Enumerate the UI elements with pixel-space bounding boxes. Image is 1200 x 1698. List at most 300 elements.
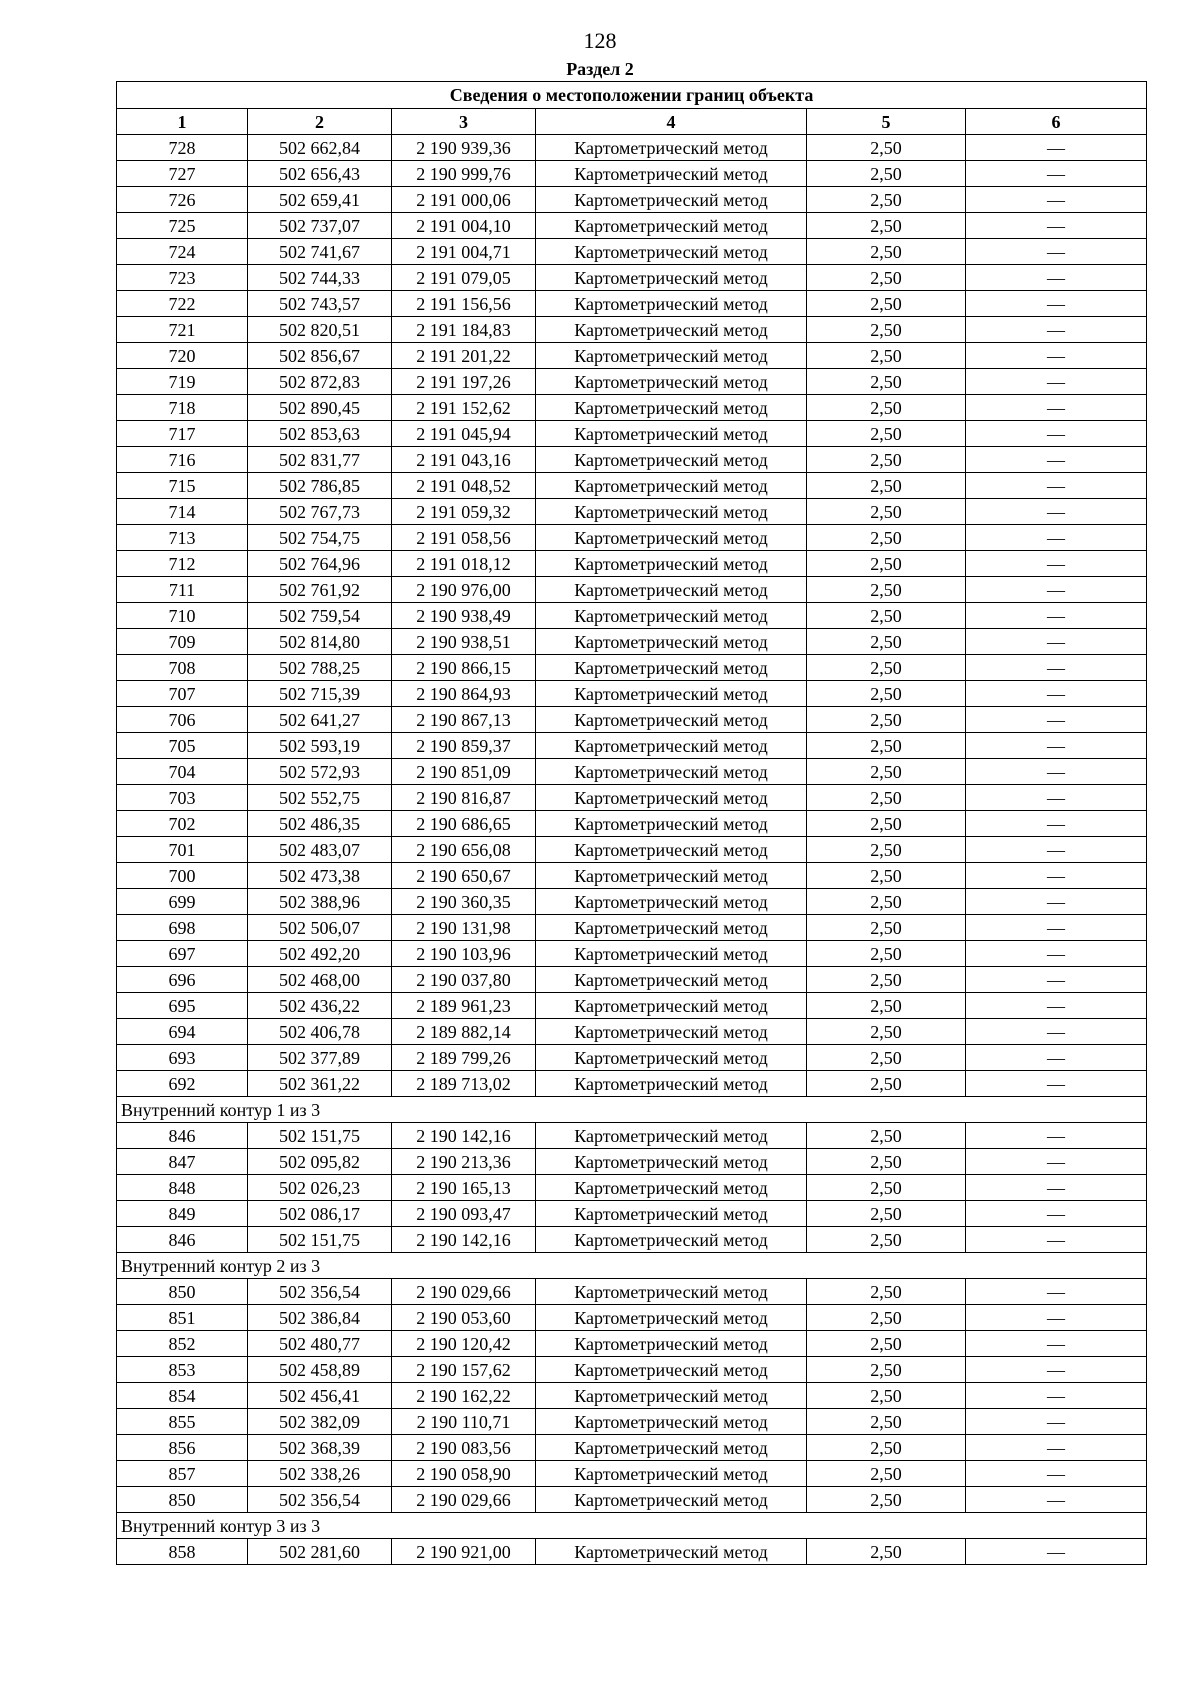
note-cell: — <box>966 967 1147 993</box>
point-number-cell: 697 <box>117 941 248 967</box>
coord-x-cell: 502 744,33 <box>248 265 392 291</box>
note-cell: — <box>966 161 1147 187</box>
accuracy-cell: 2,50 <box>807 863 966 889</box>
coord-y-cell: 2 190 851,09 <box>392 759 536 785</box>
note-cell: — <box>966 1331 1147 1357</box>
coord-x-cell: 502 759,54 <box>248 603 392 629</box>
point-number-cell: 850 <box>117 1279 248 1305</box>
coord-y-cell: 2 190 053,60 <box>392 1305 536 1331</box>
point-number-cell: 712 <box>117 551 248 577</box>
coord-x-cell: 502 786,85 <box>248 473 392 499</box>
coord-y-cell: 2 190 142,16 <box>392 1123 536 1149</box>
method-cell: Картометрический метод <box>536 759 807 785</box>
point-number-cell: 722 <box>117 291 248 317</box>
method-cell: Картометрический метод <box>536 1357 807 1383</box>
method-cell: Картометрический метод <box>536 239 807 265</box>
note-cell: — <box>966 1305 1147 1331</box>
note-cell: — <box>966 1019 1147 1045</box>
coord-y-cell: 2 190 165,13 <box>392 1175 536 1201</box>
accuracy-cell: 2,50 <box>807 1487 966 1513</box>
coord-x-cell: 502 764,96 <box>248 551 392 577</box>
coord-y-cell: 2 190 656,08 <box>392 837 536 863</box>
note-cell: — <box>966 629 1147 655</box>
coord-y-cell: 2 190 131,98 <box>392 915 536 941</box>
coord-y-cell: 2 190 142,16 <box>392 1227 536 1253</box>
coord-y-cell: 2 191 000,06 <box>392 187 536 213</box>
coord-y-cell: 2 191 048,52 <box>392 473 536 499</box>
accuracy-cell: 2,50 <box>807 499 966 525</box>
accuracy-cell: 2,50 <box>807 447 966 473</box>
table-row <box>117 551 1147 577</box>
table-row <box>117 967 1147 993</box>
coord-y-cell: 2 190 058,90 <box>392 1461 536 1487</box>
accuracy-cell: 2,50 <box>807 473 966 499</box>
table-row <box>117 733 1147 759</box>
coord-x-cell: 502 086,17 <box>248 1201 392 1227</box>
coord-y-cell: 2 190 037,80 <box>392 967 536 993</box>
note-cell: — <box>966 499 1147 525</box>
method-cell: Картометрический метод <box>536 707 807 733</box>
table-row <box>117 1331 1147 1357</box>
coord-y-cell: 2 191 201,22 <box>392 343 536 369</box>
note-cell: — <box>966 291 1147 317</box>
note-cell: — <box>966 213 1147 239</box>
accuracy-cell: 2,50 <box>807 1357 966 1383</box>
table-row <box>117 1305 1147 1331</box>
coord-x-cell: 502 456,41 <box>248 1383 392 1409</box>
coord-y-cell: 2 189 882,14 <box>392 1019 536 1045</box>
point-number-cell: 726 <box>117 187 248 213</box>
table-row <box>117 265 1147 291</box>
method-cell: Картометрический метод <box>536 499 807 525</box>
note-cell: — <box>966 655 1147 681</box>
method-cell: Картометрический метод <box>536 967 807 993</box>
accuracy-cell: 2,50 <box>807 1019 966 1045</box>
note-cell: — <box>966 525 1147 551</box>
coord-x-cell: 502 386,84 <box>248 1305 392 1331</box>
accuracy-cell: 2,50 <box>807 213 966 239</box>
coord-x-cell: 502 820,51 <box>248 317 392 343</box>
point-number-cell: 721 <box>117 317 248 343</box>
note-cell: — <box>966 1461 1147 1487</box>
table-row <box>117 603 1147 629</box>
coord-x-cell: 502 662,84 <box>248 135 392 161</box>
accuracy-cell: 2,50 <box>807 681 966 707</box>
note-cell: — <box>966 837 1147 863</box>
note-cell: — <box>966 473 1147 499</box>
coord-x-cell: 502 026,23 <box>248 1175 392 1201</box>
point-number-cell: 693 <box>117 1045 248 1071</box>
coord-x-cell: 502 890,45 <box>248 395 392 421</box>
method-cell: Картометрический метод <box>536 395 807 421</box>
coord-x-cell: 502 743,57 <box>248 291 392 317</box>
note-cell: — <box>966 1149 1147 1175</box>
coord-x-cell: 502 872,83 <box>248 369 392 395</box>
coord-y-cell: 2 190 157,62 <box>392 1357 536 1383</box>
note-cell: — <box>966 343 1147 369</box>
method-cell: Картометрический метод <box>536 863 807 889</box>
coord-x-cell: 502 856,67 <box>248 343 392 369</box>
point-number-cell: 696 <box>117 967 248 993</box>
coord-x-cell: 502 356,54 <box>248 1279 392 1305</box>
method-cell: Картометрический метод <box>536 837 807 863</box>
point-number-cell: 704 <box>117 759 248 785</box>
coord-x-cell: 502 767,73 <box>248 499 392 525</box>
coord-y-cell: 2 190 083,56 <box>392 1435 536 1461</box>
coord-x-cell: 502 361,22 <box>248 1071 392 1097</box>
method-cell: Картометрический метод <box>536 135 807 161</box>
table-row <box>117 811 1147 837</box>
coord-y-cell: 2 190 120,42 <box>392 1331 536 1357</box>
coord-y-cell: 2 190 816,87 <box>392 785 536 811</box>
table-row <box>117 1019 1147 1045</box>
point-number-cell: 716 <box>117 447 248 473</box>
note-cell: — <box>966 135 1147 161</box>
coord-y-cell: 2 190 162,22 <box>392 1383 536 1409</box>
coord-y-cell: 2 189 799,26 <box>392 1045 536 1071</box>
coord-y-cell: 2 191 079,05 <box>392 265 536 291</box>
method-cell: Картометрический метод <box>536 551 807 577</box>
accuracy-cell: 2,50 <box>807 811 966 837</box>
note-cell: — <box>966 317 1147 343</box>
coord-x-cell: 502 492,20 <box>248 941 392 967</box>
coord-y-cell: 2 190 213,36 <box>392 1149 536 1175</box>
table-row <box>117 369 1147 395</box>
point-number-cell: 848 <box>117 1175 248 1201</box>
point-number-cell: 694 <box>117 1019 248 1045</box>
table-row <box>117 499 1147 525</box>
point-number-cell: 851 <box>117 1305 248 1331</box>
coord-x-cell: 502 151,75 <box>248 1227 392 1253</box>
coord-x-cell: 502 458,89 <box>248 1357 392 1383</box>
table-row <box>117 889 1147 915</box>
method-cell: Картометрический метод <box>536 941 807 967</box>
table-row <box>117 759 1147 785</box>
point-number-cell: 858 <box>117 1539 248 1565</box>
table-title: Сведения о местоположении границ объекта <box>117 82 1147 109</box>
accuracy-cell: 2,50 <box>807 1383 966 1409</box>
note-cell: — <box>966 551 1147 577</box>
section-title: Раздел 2 <box>566 59 634 79</box>
point-number-cell: 710 <box>117 603 248 629</box>
coord-x-cell: 502 741,67 <box>248 239 392 265</box>
accuracy-cell: 2,50 <box>807 421 966 447</box>
note-cell: — <box>966 239 1147 265</box>
coord-y-cell: 2 190 093,47 <box>392 1201 536 1227</box>
coord-x-cell: 502 483,07 <box>248 837 392 863</box>
table-row <box>117 187 1147 213</box>
coord-y-cell: 2 191 018,12 <box>392 551 536 577</box>
method-cell: Картометрический метод <box>536 1305 807 1331</box>
table-row <box>117 1539 1147 1565</box>
accuracy-cell: 2,50 <box>807 1305 966 1331</box>
coord-y-cell: 2 190 938,51 <box>392 629 536 655</box>
point-number-cell: 699 <box>117 889 248 915</box>
column-number-1: 1 <box>117 109 248 135</box>
note-cell: — <box>966 577 1147 603</box>
coord-x-cell: 502 406,78 <box>248 1019 392 1045</box>
coord-y-cell: 2 190 859,37 <box>392 733 536 759</box>
table-row <box>117 395 1147 421</box>
method-cell: Картометрический метод <box>536 1071 807 1097</box>
accuracy-cell: 2,50 <box>807 187 966 213</box>
table-row <box>117 707 1147 733</box>
method-cell: Картометрический метод <box>536 473 807 499</box>
coord-y-cell: 2 189 961,23 <box>392 993 536 1019</box>
note-cell: — <box>966 915 1147 941</box>
note-cell: — <box>966 395 1147 421</box>
note-cell: — <box>966 993 1147 1019</box>
column-number-6: 6 <box>966 109 1147 135</box>
method-cell: Картометрический метод <box>536 369 807 395</box>
coord-y-cell: 2 190 939,36 <box>392 135 536 161</box>
coord-y-cell: 2 191 184,83 <box>392 317 536 343</box>
point-number-cell: 847 <box>117 1149 248 1175</box>
accuracy-cell: 2,50 <box>807 1435 966 1461</box>
coord-y-cell: 2 191 045,94 <box>392 421 536 447</box>
point-number-cell: 857 <box>117 1461 248 1487</box>
table-row <box>117 135 1147 161</box>
method-cell: Картометрический метод <box>536 1123 807 1149</box>
method-cell: Картометрический метод <box>536 1045 807 1071</box>
accuracy-cell: 2,50 <box>807 1409 966 1435</box>
method-cell: Картометрический метод <box>536 161 807 187</box>
point-number-cell: 698 <box>117 915 248 941</box>
coord-y-cell: 2 190 029,66 <box>392 1487 536 1513</box>
method-cell: Картометрический метод <box>536 1383 807 1409</box>
table-row <box>117 447 1147 473</box>
accuracy-cell: 2,50 <box>807 655 966 681</box>
note-cell: — <box>966 863 1147 889</box>
point-number-cell: 854 <box>117 1383 248 1409</box>
coord-x-cell: 502 659,41 <box>248 187 392 213</box>
point-number-cell: 711 <box>117 577 248 603</box>
coord-x-cell: 502 715,39 <box>248 681 392 707</box>
accuracy-cell: 2,50 <box>807 1331 966 1357</box>
point-number-cell: 727 <box>117 161 248 187</box>
point-number-cell: 700 <box>117 863 248 889</box>
coord-y-cell: 2 190 999,76 <box>392 161 536 187</box>
coord-x-cell: 502 388,96 <box>248 889 392 915</box>
table-row <box>117 1071 1147 1097</box>
coord-x-cell: 502 338,26 <box>248 1461 392 1487</box>
point-number-cell: 719 <box>117 369 248 395</box>
table-row <box>117 161 1147 187</box>
coord-y-cell: 2 190 360,35 <box>392 889 536 915</box>
accuracy-cell: 2,50 <box>807 915 966 941</box>
method-cell: Картометрический метод <box>536 1227 807 1253</box>
accuracy-cell: 2,50 <box>807 941 966 967</box>
coord-x-cell: 502 831,77 <box>248 447 392 473</box>
accuracy-cell: 2,50 <box>807 577 966 603</box>
note-cell: — <box>966 941 1147 967</box>
coord-x-cell: 502 095,82 <box>248 1149 392 1175</box>
accuracy-cell: 2,50 <box>807 1149 966 1175</box>
table-row <box>117 1357 1147 1383</box>
table-row <box>117 473 1147 499</box>
accuracy-cell: 2,50 <box>807 1461 966 1487</box>
note-cell: — <box>966 707 1147 733</box>
point-number-cell: 855 <box>117 1409 248 1435</box>
method-cell: Картометрический метод <box>536 213 807 239</box>
point-number-cell: 853 <box>117 1357 248 1383</box>
accuracy-cell: 2,50 <box>807 1071 966 1097</box>
table-row <box>117 1227 1147 1253</box>
method-cell: Картометрический метод <box>536 785 807 811</box>
coord-x-cell: 502 641,27 <box>248 707 392 733</box>
accuracy-cell: 2,50 <box>807 1175 966 1201</box>
coord-y-cell: 2 190 938,49 <box>392 603 536 629</box>
point-number-cell: 725 <box>117 213 248 239</box>
coord-x-cell: 502 761,92 <box>248 577 392 603</box>
accuracy-cell: 2,50 <box>807 837 966 863</box>
table-row <box>117 655 1147 681</box>
coord-y-cell: 2 191 004,71 <box>392 239 536 265</box>
coord-y-cell: 2 190 110,71 <box>392 1409 536 1435</box>
method-cell: Картометрический метод <box>536 1201 807 1227</box>
method-cell: Картометрический метод <box>536 915 807 941</box>
note-cell: — <box>966 1409 1147 1435</box>
coord-x-cell: 502 281,60 <box>248 1539 392 1565</box>
method-cell: Картометрический метод <box>536 1331 807 1357</box>
coord-x-cell: 502 486,35 <box>248 811 392 837</box>
coord-y-cell: 2 191 043,16 <box>392 447 536 473</box>
coord-y-cell: 2 191 004,10 <box>392 213 536 239</box>
accuracy-cell: 2,50 <box>807 369 966 395</box>
table-row <box>117 785 1147 811</box>
table-row <box>117 1461 1147 1487</box>
note-cell: — <box>966 785 1147 811</box>
page-number: 128 <box>583 28 617 53</box>
coord-y-cell: 2 190 976,00 <box>392 577 536 603</box>
coord-y-cell: 2 191 059,32 <box>392 499 536 525</box>
accuracy-cell: 2,50 <box>807 1227 966 1253</box>
coord-y-cell: 2 190 103,96 <box>392 941 536 967</box>
note-cell: — <box>966 265 1147 291</box>
accuracy-cell: 2,50 <box>807 135 966 161</box>
table-row <box>117 577 1147 603</box>
point-number-cell: 846 <box>117 1123 248 1149</box>
point-number-cell: 850 <box>117 1487 248 1513</box>
table-row <box>117 525 1147 551</box>
coord-x-cell: 502 436,22 <box>248 993 392 1019</box>
note-cell: — <box>966 759 1147 785</box>
point-number-cell: 705 <box>117 733 248 759</box>
note-cell: — <box>966 603 1147 629</box>
accuracy-cell: 2,50 <box>807 1279 966 1305</box>
note-cell: — <box>966 1227 1147 1253</box>
note-cell: — <box>966 1435 1147 1461</box>
table-row <box>117 863 1147 889</box>
point-number-cell: 856 <box>117 1435 248 1461</box>
coord-x-cell: 502 552,75 <box>248 785 392 811</box>
method-cell: Картометрический метод <box>536 1461 807 1487</box>
contour-label-row <box>117 1513 1147 1539</box>
coord-x-cell: 502 754,75 <box>248 525 392 551</box>
column-number-4: 4 <box>536 109 807 135</box>
method-cell: Картометрический метод <box>536 317 807 343</box>
accuracy-cell: 2,50 <box>807 161 966 187</box>
contour-label: Внутренний контур 1 из 3 <box>117 1097 1147 1123</box>
method-cell: Картометрический метод <box>536 343 807 369</box>
method-cell: Картометрический метод <box>536 421 807 447</box>
method-cell: Картометрический метод <box>536 525 807 551</box>
point-number-cell: 723 <box>117 265 248 291</box>
point-number-cell: 706 <box>117 707 248 733</box>
method-cell: Картометрический метод <box>536 1019 807 1045</box>
method-cell: Картометрический метод <box>536 265 807 291</box>
point-number-cell: 713 <box>117 525 248 551</box>
coord-x-cell: 502 377,89 <box>248 1045 392 1071</box>
coord-x-cell: 502 506,07 <box>248 915 392 941</box>
method-cell: Картометрический метод <box>536 1539 807 1565</box>
column-number-3: 3 <box>392 109 536 135</box>
accuracy-cell: 2,50 <box>807 707 966 733</box>
table-row <box>117 629 1147 655</box>
table-row <box>117 317 1147 343</box>
coord-y-cell: 2 191 197,26 <box>392 369 536 395</box>
accuracy-cell: 2,50 <box>807 967 966 993</box>
table-row <box>117 1383 1147 1409</box>
note-cell: — <box>966 447 1147 473</box>
table-row <box>117 1045 1147 1071</box>
method-cell: Картометрический метод <box>536 629 807 655</box>
note-cell: — <box>966 681 1147 707</box>
accuracy-cell: 2,50 <box>807 785 966 811</box>
coord-y-cell: 2 190 650,67 <box>392 863 536 889</box>
coord-x-cell: 502 368,39 <box>248 1435 392 1461</box>
coord-x-cell: 502 788,25 <box>248 655 392 681</box>
method-cell: Картометрический метод <box>536 993 807 1019</box>
accuracy-cell: 2,50 <box>807 889 966 915</box>
accuracy-cell: 2,50 <box>807 759 966 785</box>
point-number-cell: 715 <box>117 473 248 499</box>
note-cell: — <box>966 1383 1147 1409</box>
accuracy-cell: 2,50 <box>807 239 966 265</box>
method-cell: Картометрический метод <box>536 1149 807 1175</box>
contour-label-row <box>117 1253 1147 1279</box>
method-cell: Картометрический метод <box>536 603 807 629</box>
accuracy-cell: 2,50 <box>807 343 966 369</box>
coord-y-cell: 2 190 921,00 <box>392 1539 536 1565</box>
accuracy-cell: 2,50 <box>807 1201 966 1227</box>
point-number-cell: 720 <box>117 343 248 369</box>
coord-x-cell: 502 473,38 <box>248 863 392 889</box>
table-row <box>117 1487 1147 1513</box>
note-cell: — <box>966 1175 1147 1201</box>
point-number-cell: 701 <box>117 837 248 863</box>
coord-x-cell: 502 572,93 <box>248 759 392 785</box>
coord-y-cell: 2 190 864,93 <box>392 681 536 707</box>
point-number-cell: 692 <box>117 1071 248 1097</box>
table-row <box>117 1201 1147 1227</box>
point-number-cell: 703 <box>117 785 248 811</box>
coord-y-cell: 2 190 029,66 <box>392 1279 536 1305</box>
coord-y-cell: 2 191 152,62 <box>392 395 536 421</box>
coord-x-cell: 502 814,80 <box>248 629 392 655</box>
table-row <box>117 1175 1147 1201</box>
coord-x-cell: 502 737,07 <box>248 213 392 239</box>
boundary-coordinates-table <box>116 81 1147 1565</box>
note-cell: — <box>966 1487 1147 1513</box>
accuracy-cell: 2,50 <box>807 993 966 1019</box>
table-row <box>117 239 1147 265</box>
table-row <box>117 1279 1147 1305</box>
method-cell: Картометрический метод <box>536 811 807 837</box>
coord-y-cell: 2 190 866,15 <box>392 655 536 681</box>
table-row <box>117 1123 1147 1149</box>
column-number-row <box>117 109 1147 135</box>
